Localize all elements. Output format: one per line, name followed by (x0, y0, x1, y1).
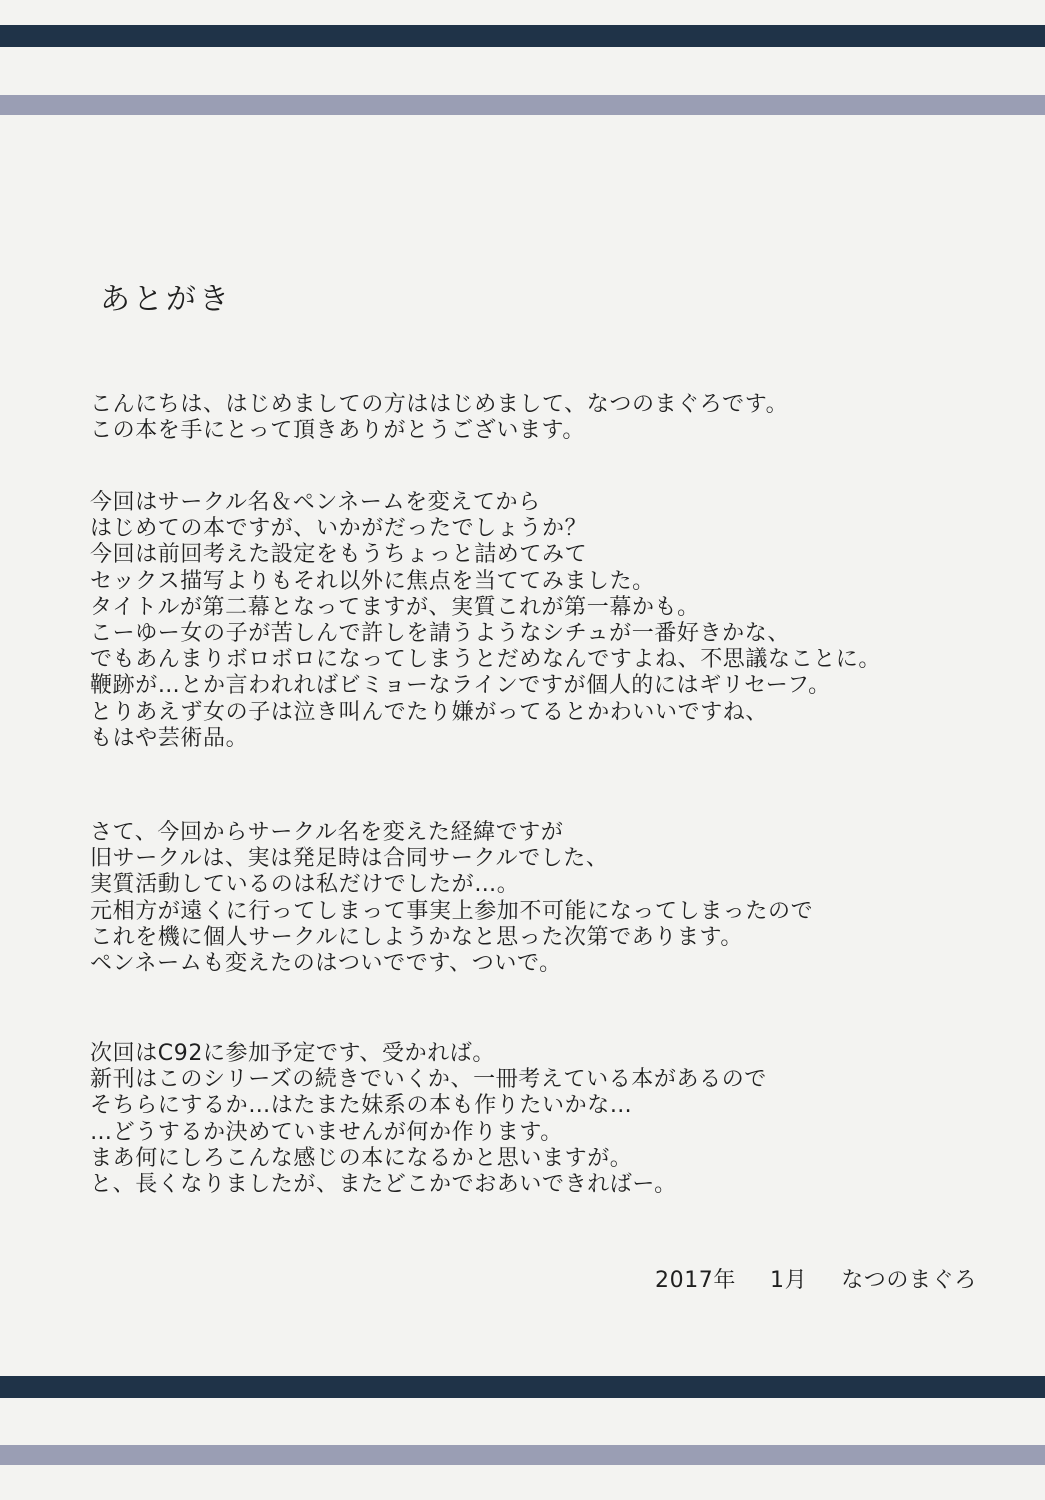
top-dark-stripe (0, 25, 1045, 47)
text-line: …どうするか決めていませんが何か作ります。 (90, 1119, 563, 1145)
paragraph-about-book (90, 490, 881, 752)
text-line: 次回はC92に参加予定です、受かれば。 (90, 1041, 495, 1066)
text-line: 旧サークルは、実は発足時は合同サークルでした、 (90, 846, 609, 872)
text-line: セックス描写よりもそれ以外に焦点を当ててみました。 (90, 568, 655, 594)
signature-month: 1月 (770, 1268, 808, 1293)
bottom-dark-stripe (0, 1376, 1045, 1398)
signature-year: 2017年 (655, 1268, 736, 1293)
text-line: この本を手にとって頂きありがとうございます。 (90, 418, 586, 444)
text-line: まあ何にしろこんな感じの本になるかと思いますが。 (90, 1145, 633, 1171)
paragraph-greeting (90, 392, 788, 444)
text-line: タイトルが第二幕となってますが、実質これが第一幕かも。 (90, 594, 700, 620)
text-line: と、長くなりましたが、またどこかでおあいできればー。 (90, 1172, 677, 1198)
text-line: こーゆー女の子が苦しんで許しを請うようなシチュが一番好きかな、 (90, 621, 790, 647)
text-line: でもあんまりボロボロになってしまうとだめなんですよね、不思議なことに。 (90, 647, 882, 673)
signature (655, 1263, 977, 1294)
text-line: さて、今回からサークル名を変えた経緯ですが (90, 820, 564, 845)
page-title: あとがき (100, 282, 232, 317)
text-line: もはや芸術品。 (90, 725, 249, 751)
text-line: 今回はサークル名＆ペンネームを変えてから (90, 490, 541, 515)
text-line: こんにちは、はじめましての方ははじめまして、なつのまぐろです。 (90, 392, 789, 417)
text-line: ペンネームも変えたのはついでです、ついで。 (90, 951, 562, 977)
paragraph-circle-name (90, 820, 813, 977)
paragraph-next-event (90, 1041, 767, 1198)
bottom-gray-stripe (0, 1445, 1045, 1465)
text-line: 実質活動しているのは私だけでしたが…。 (90, 872, 520, 898)
text-line: そちらにするか…はたまた妹系の本も作りたいかな… (90, 1093, 633, 1119)
text-line: はじめての本ですが、いかがだったでしょうか？ (90, 516, 588, 542)
text-line: これを機に個人サークルにしようかなと思った次第であります。 (90, 924, 743, 950)
text-line: 元相方が遠くに行ってしまって事実上参加不可能になってしまったので (90, 898, 814, 924)
signature-author: なつのまぐろ (841, 1268, 977, 1293)
text-line: 鞭跡が…とか言われればビミョーなラインですが個人的にはギリセーフ。 (90, 673, 831, 699)
text-line: とりあえず女の子は泣き叫んでたり嫌がってるとかわいいですね、 (90, 699, 769, 725)
text-line: 今回は前回考えた設定をもうちょっと詰めてみて (90, 542, 588, 568)
text-line: 新刊はこのシリーズの続きでいくか、一冊考えている本があるので (90, 1067, 767, 1093)
top-gray-stripe (0, 95, 1045, 115)
